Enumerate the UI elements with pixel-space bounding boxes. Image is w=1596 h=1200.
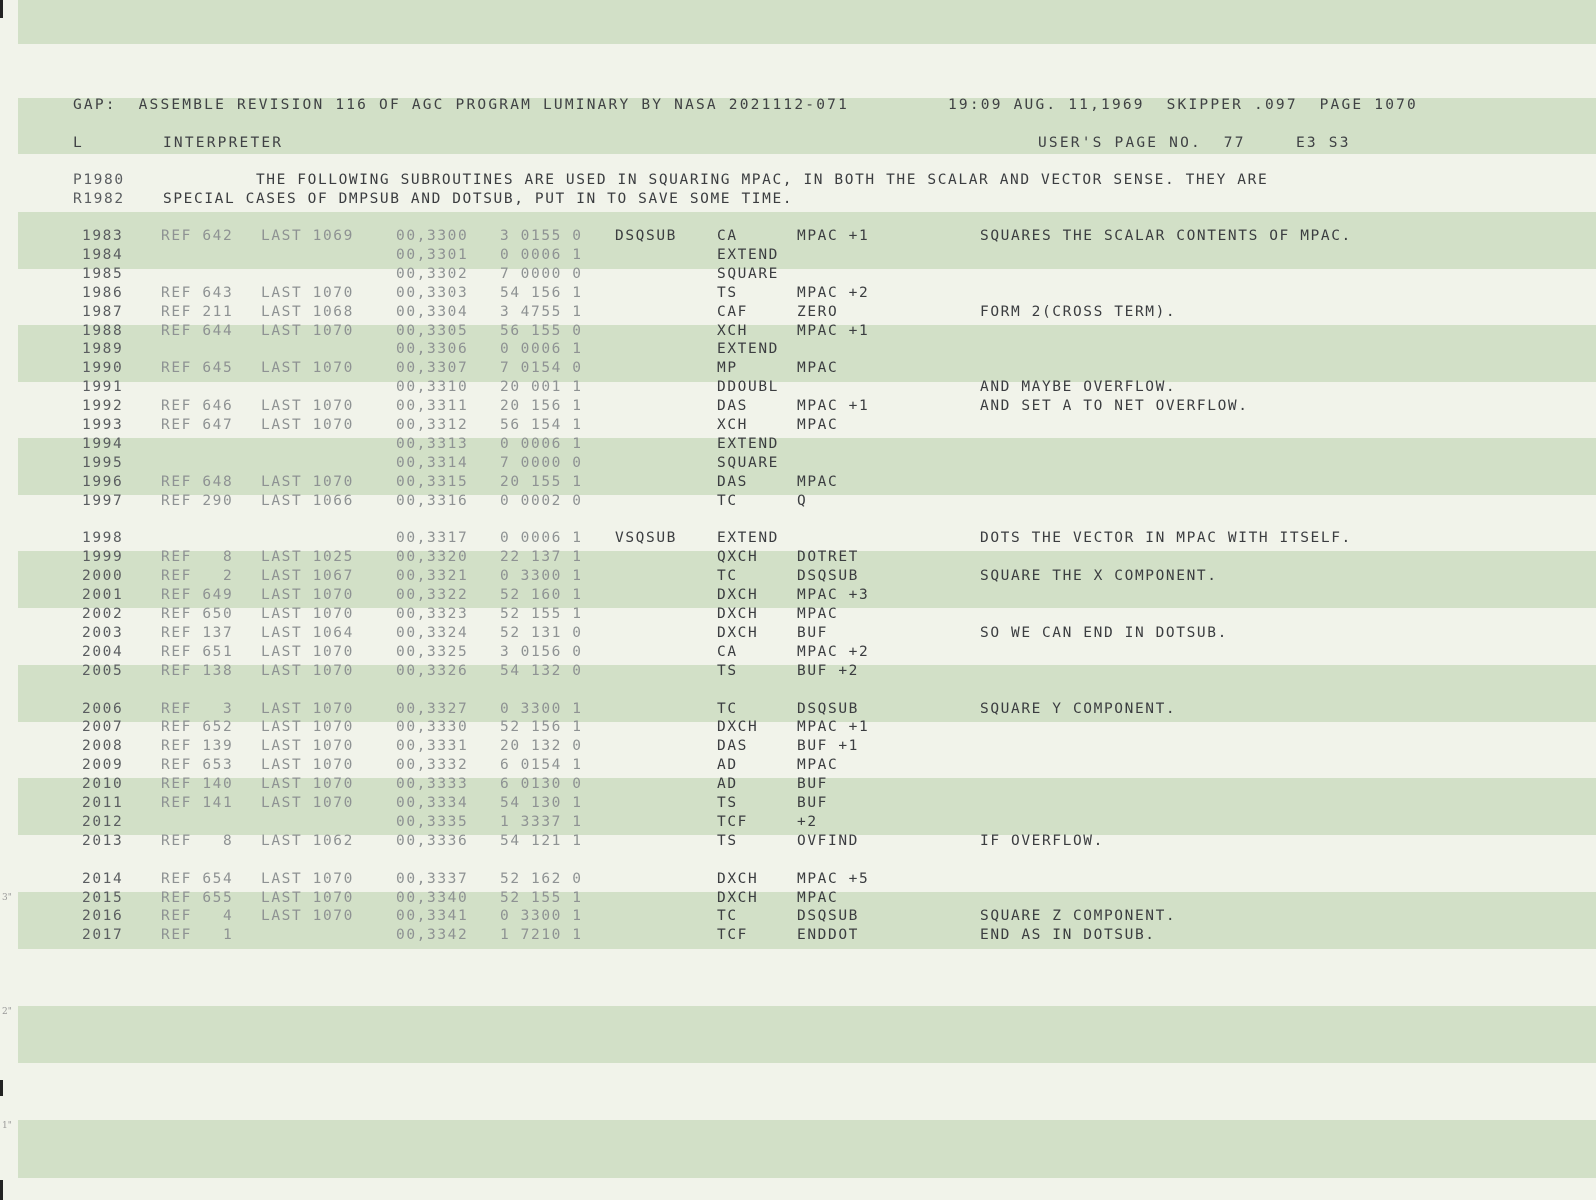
ref-field: REF 139: [161, 738, 234, 755]
address: 00,3337: [396, 870, 469, 887]
opcode: DXCH: [717, 870, 759, 887]
address: 00,3312: [396, 417, 469, 433]
line-comment: IF OVERFLOW.: [980, 832, 1104, 849]
ref-field: REF 653: [161, 757, 234, 774]
octal-code: 6 0154 1: [500, 757, 583, 774]
ref-field: REF 650: [161, 606, 234, 622]
address: 00,3320: [396, 549, 469, 566]
address: 00,3301: [396, 246, 469, 263]
opcode: EXTEND: [717, 246, 779, 263]
last-field: LAST 1070: [261, 908, 354, 925]
operand: MPAC +1: [797, 228, 870, 244]
operand: MPAC: [797, 757, 839, 774]
address: 00,3323: [396, 606, 469, 622]
octal-code: 54 132 0: [500, 662, 583, 679]
operand: BUF: [797, 776, 828, 793]
line-number: 1994: [82, 435, 124, 452]
last-field: LAST 1069: [261, 228, 354, 244]
octal-code: 7 0000 0: [500, 454, 583, 471]
ref-field: REF 138: [161, 662, 234, 679]
address: 00,3321: [396, 568, 469, 585]
address: 00,3326: [396, 662, 469, 679]
line-number: 2014: [82, 870, 124, 887]
opcode: DAS: [717, 473, 748, 490]
line-number: 1983: [82, 228, 124, 244]
line-number: 1986: [82, 284, 124, 301]
octal-code: 54 130 1: [500, 795, 583, 811]
operand: +2: [797, 813, 818, 830]
octal-code: 3 0156 0: [500, 643, 583, 660]
comment-line: [0, 171, 1269, 190]
address: 00,3310: [396, 379, 469, 396]
line-number: 2012: [82, 813, 124, 830]
operand: MPAC +2: [797, 643, 870, 660]
operand: BUF +2: [797, 662, 859, 679]
line-number: 1997: [82, 492, 124, 509]
opcode: DXCH: [717, 719, 759, 736]
last-field: LAST 1070: [261, 322, 354, 339]
line-number: 1985: [82, 265, 124, 282]
line-number: 2016: [82, 908, 124, 925]
line-number: 2009: [82, 757, 124, 774]
octal-code: 0 3300 1: [500, 700, 583, 717]
line-number: 2002: [82, 606, 124, 622]
octal-code: 52 160 1: [500, 587, 583, 604]
last-field: LAST 1070: [261, 700, 354, 717]
line-number: 1999: [82, 549, 124, 566]
last-field: LAST 1070: [261, 417, 354, 433]
last-field: LAST 1025: [261, 549, 354, 566]
opcode: DXCH: [717, 889, 759, 906]
opcode: DAS: [717, 738, 748, 755]
address: 00,3314: [396, 454, 469, 471]
ref-field: REF 140: [161, 776, 234, 793]
address: 00,3313: [396, 435, 469, 452]
line-comment: SO WE CAN END IN DOTSUB.: [980, 624, 1228, 641]
line-comment: SQUARE Z COMPONENT.: [980, 908, 1177, 925]
operand: ENDDOT: [797, 927, 859, 944]
opcode: TCF: [717, 813, 748, 830]
last-field: LAST 1070: [261, 360, 354, 377]
operand: BUF: [797, 624, 828, 641]
opcode: SQUARE: [717, 265, 779, 282]
octal-code: 0 3300 1: [500, 908, 583, 925]
last-field: LAST 1070: [261, 776, 354, 793]
page-code: E3 S3: [1296, 135, 1351, 151]
line-number: 1992: [82, 398, 124, 415]
line-comment: END AS IN DOTSUB.: [980, 927, 1156, 944]
address: 00,3305: [396, 322, 469, 339]
octal-code: 52 131 0: [500, 624, 583, 641]
operand: MPAC +1: [797, 322, 870, 339]
line-number: 2010: [82, 776, 124, 793]
line-comment: DOTS THE VECTOR IN MPAC WITH ITSELF.: [980, 530, 1352, 547]
ref-field: REF 8: [161, 832, 234, 849]
ref-field: REF 642: [161, 228, 234, 244]
last-field: LAST 1070: [261, 870, 354, 887]
margin-inch-mark: 1": [2, 1121, 12, 1131]
opcode: TC: [717, 492, 738, 509]
line-number: 1989: [82, 341, 124, 358]
line-number: 2006: [82, 700, 124, 717]
last-field: LAST 1070: [261, 889, 354, 906]
octal-code: 52 162 0: [500, 870, 583, 887]
address: 00,3342: [396, 927, 469, 944]
ref-field: REF 3: [161, 700, 234, 717]
operand: MPAC: [797, 473, 839, 490]
comment-line-number: R1982: [73, 191, 125, 207]
margin-inch-mark: 2": [2, 1007, 12, 1017]
octal-code: 0 0006 1: [500, 246, 583, 263]
last-field: LAST 1070: [261, 795, 354, 811]
operand: MPAC: [797, 889, 839, 906]
octal-code: 52 155 1: [500, 606, 583, 622]
operand: MPAC +5: [797, 870, 870, 887]
operand: MPAC: [797, 606, 839, 622]
octal-code: 22 137 1: [500, 549, 583, 566]
last-field: LAST 1070: [261, 606, 354, 622]
line-comment: SQUARE Y COMPONENT.: [980, 700, 1177, 717]
header-line-1: [0, 96, 1418, 115]
opcode: EXTEND: [717, 341, 779, 358]
opcode: TS: [717, 832, 738, 849]
line-number: 2007: [82, 719, 124, 736]
comment-line: [0, 190, 794, 209]
opcode: AD: [717, 757, 738, 774]
address: 00,3303: [396, 284, 469, 301]
address: 00,3311: [396, 398, 469, 415]
last-field: LAST 1070: [261, 587, 354, 604]
address: 00,3336: [396, 832, 469, 849]
operand: MPAC +1: [797, 398, 870, 415]
opcode: EXTEND: [717, 530, 779, 547]
ref-field: REF 648: [161, 473, 234, 490]
operand: MPAC +2: [797, 284, 870, 301]
address: 00,3333: [396, 776, 469, 793]
operand: MPAC: [797, 417, 839, 433]
timestamp-page: 19:09 AUG. 11,1969 SKIPPER .097 PAGE 1070: [948, 97, 1418, 113]
opcode: DAS: [717, 398, 748, 415]
opcode: DXCH: [717, 624, 759, 641]
octal-code: 54 156 1: [500, 284, 583, 301]
address: 00,3307: [396, 360, 469, 377]
ref-field: REF 1: [161, 927, 234, 944]
line-number: 2008: [82, 738, 124, 755]
operand: BUF +1: [797, 738, 859, 755]
line-number: 1987: [82, 303, 124, 320]
operand: BUF: [797, 795, 828, 811]
last-field: LAST 1062: [261, 832, 354, 849]
last-field: LAST 1070: [261, 398, 354, 415]
octal-code: 20 156 1: [500, 398, 583, 415]
ref-field: REF 647: [161, 417, 234, 433]
line-number: 1990: [82, 360, 124, 377]
operand: DSQSUB: [797, 908, 859, 925]
opcode: AD: [717, 776, 738, 793]
address: 00,3340: [396, 889, 469, 906]
line-comment: AND SET A TO NET OVERFLOW.: [980, 398, 1249, 415]
address: 00,3300: [396, 228, 469, 244]
opcode: TC: [717, 700, 738, 717]
address: 00,3322: [396, 587, 469, 604]
operand: MPAC +3: [797, 587, 870, 604]
ref-field: REF 649: [161, 587, 234, 604]
last-field: LAST 1067: [261, 568, 354, 585]
last-field: LAST 1070: [261, 719, 354, 736]
ref-field: REF 644: [161, 322, 234, 339]
opcode: CA: [717, 643, 738, 660]
ref-field: REF 643: [161, 284, 234, 301]
opcode: DDOUBL: [717, 379, 779, 396]
octal-code: 0 0006 1: [500, 341, 583, 358]
ref-field: REF 646: [161, 398, 234, 415]
last-field: LAST 1066: [261, 492, 354, 509]
operand: OVFIND: [797, 832, 859, 849]
octal-code: 56 154 1: [500, 417, 583, 433]
line-number: 1996: [82, 473, 124, 490]
opcode: EXTEND: [717, 435, 779, 452]
line-number: 2011: [82, 795, 124, 811]
line-number: 1991: [82, 379, 124, 396]
comment-text: THE FOLLOWING SUBROUTINES ARE USED IN SQUARING MPAC, IN BOTH THE SCALAR AND VECTOR SENSE. THEY ARE: [163, 172, 1269, 188]
ref-field: REF 8: [161, 549, 234, 566]
octal-code: 20 155 1: [500, 473, 583, 490]
line-number: 2000: [82, 568, 124, 585]
address: 00,3316: [396, 492, 469, 509]
last-field: LAST 1070: [261, 643, 354, 660]
line-number: 2004: [82, 643, 124, 660]
ref-field: REF 652: [161, 719, 234, 736]
last-field: LAST 1070: [261, 757, 354, 774]
ref-field: REF 211: [161, 303, 234, 320]
line-number: 1988: [82, 322, 124, 339]
last-field: LAST 1070: [261, 738, 354, 755]
line-comment: FORM 2(CROSS TERM).: [980, 303, 1177, 320]
address: 00,3332: [396, 757, 469, 774]
ref-field: REF 651: [161, 643, 234, 660]
octal-code: 20 132 0: [500, 738, 583, 755]
octal-code: 3 0155 0: [500, 228, 583, 244]
address: 00,3331: [396, 738, 469, 755]
octal-code: 1 3337 1: [500, 813, 583, 830]
symbol-label: VSQSUB: [615, 530, 677, 547]
ref-field: REF 654: [161, 870, 234, 887]
ref-field: REF 2: [161, 568, 234, 585]
octal-code: 54 121 1: [500, 832, 583, 849]
line-number: 2001: [82, 587, 124, 604]
opcode: TS: [717, 284, 738, 301]
octal-code: 6 0130 0: [500, 776, 583, 793]
operand: DSQSUB: [797, 568, 859, 585]
symbol-label: DSQSUB: [615, 228, 677, 244]
last-field: LAST 1070: [261, 284, 354, 301]
octal-code: 0 0006 1: [500, 435, 583, 452]
line-number: 2003: [82, 624, 124, 641]
address: 00,3324: [396, 624, 469, 641]
assembly-info: GAP: ASSEMBLE REVISION 116 OF AGC PROGRAM LUMINARY BY NASA 2021112-071: [73, 97, 850, 113]
header-line-2: [0, 134, 1351, 153]
opcode: TS: [717, 662, 738, 679]
ref-field: REF 4: [161, 908, 234, 925]
last-field: LAST 1070: [261, 473, 354, 490]
opcode: MP: [717, 360, 738, 377]
opcode: DXCH: [717, 606, 759, 622]
octal-code: 0 3300 1: [500, 568, 583, 585]
address: 00,3341: [396, 908, 469, 925]
line-comment: SQUARES THE SCALAR CONTENTS OF MPAC.: [980, 228, 1352, 244]
opcode: TC: [717, 568, 738, 585]
opcode: TC: [717, 908, 738, 925]
operand: ZERO: [797, 303, 839, 320]
last-field: LAST 1064: [261, 624, 354, 641]
address: 00,3335: [396, 813, 469, 830]
octal-code: 0 0002 0: [500, 492, 583, 509]
line-comment: AND MAYBE OVERFLOW.: [980, 379, 1177, 396]
address: 00,3325: [396, 643, 469, 660]
operand: Q: [797, 492, 808, 509]
octal-code: 20 001 1: [500, 379, 583, 396]
octal-code: 52 156 1: [500, 719, 583, 736]
ref-field: REF 645: [161, 360, 234, 377]
opcode: XCH: [717, 322, 748, 339]
ref-field: REF 141: [161, 795, 234, 811]
octal-code: 7 0154 0: [500, 360, 583, 377]
octal-code: 52 155 1: [500, 889, 583, 906]
line-number: 2005: [82, 662, 124, 679]
line-number: 1998: [82, 530, 124, 547]
user-page-number: USER'S PAGE NO. 77: [1038, 135, 1246, 151]
opcode: DXCH: [717, 587, 759, 604]
line-number: 2015: [82, 889, 124, 906]
opcode: TCF: [717, 927, 748, 944]
opcode: XCH: [717, 417, 748, 433]
opcode: CAF: [717, 303, 748, 320]
address: 00,3334: [396, 795, 469, 811]
address: 00,3306: [396, 341, 469, 358]
address: 00,3304: [396, 303, 469, 320]
address: 00,3327: [396, 700, 469, 717]
operand: MPAC +1: [797, 719, 870, 736]
line-number: 1984: [82, 246, 124, 263]
operand: DSQSUB: [797, 700, 859, 717]
octal-code: 56 155 0: [500, 322, 583, 339]
line-number: 1995: [82, 454, 124, 471]
ref-field: REF 290: [161, 492, 234, 509]
opcode: SQUARE: [717, 454, 779, 471]
octal-code: 0 0006 1: [500, 530, 583, 547]
line-comment: SQUARE THE X COMPONENT.: [980, 568, 1218, 585]
operand: DOTRET: [797, 549, 859, 566]
opcode: CA: [717, 228, 738, 244]
comment-text: SPECIAL CASES OF DMPSUB AND DOTSUB, PUT IN TO SAVE SOME TIME.: [163, 191, 794, 207]
last-field: LAST 1068: [261, 303, 354, 320]
opcode: QXCH: [717, 549, 759, 566]
section-name: INTERPRETER: [163, 135, 284, 151]
line-number: 2017: [82, 927, 124, 944]
ref-field: REF 137: [161, 624, 234, 641]
last-field: LAST 1070: [261, 662, 354, 679]
opcode: TS: [717, 795, 738, 811]
address: 00,3317: [396, 530, 469, 547]
octal-code: 7 0000 0: [500, 265, 583, 282]
address: 00,3315: [396, 473, 469, 490]
comment-line-number: P1980: [73, 172, 125, 188]
ref-field: REF 655: [161, 889, 234, 906]
line-number: 2013: [82, 832, 124, 849]
octal-code: 1 7210 1: [500, 927, 583, 944]
octal-code: 3 4755 1: [500, 303, 583, 320]
line-number: 1993: [82, 417, 124, 433]
line-code: L: [73, 135, 84, 151]
address: 00,3330: [396, 719, 469, 736]
address: 00,3302: [396, 265, 469, 282]
margin-inch-mark: 3": [2, 893, 12, 903]
operand: MPAC: [797, 360, 839, 377]
